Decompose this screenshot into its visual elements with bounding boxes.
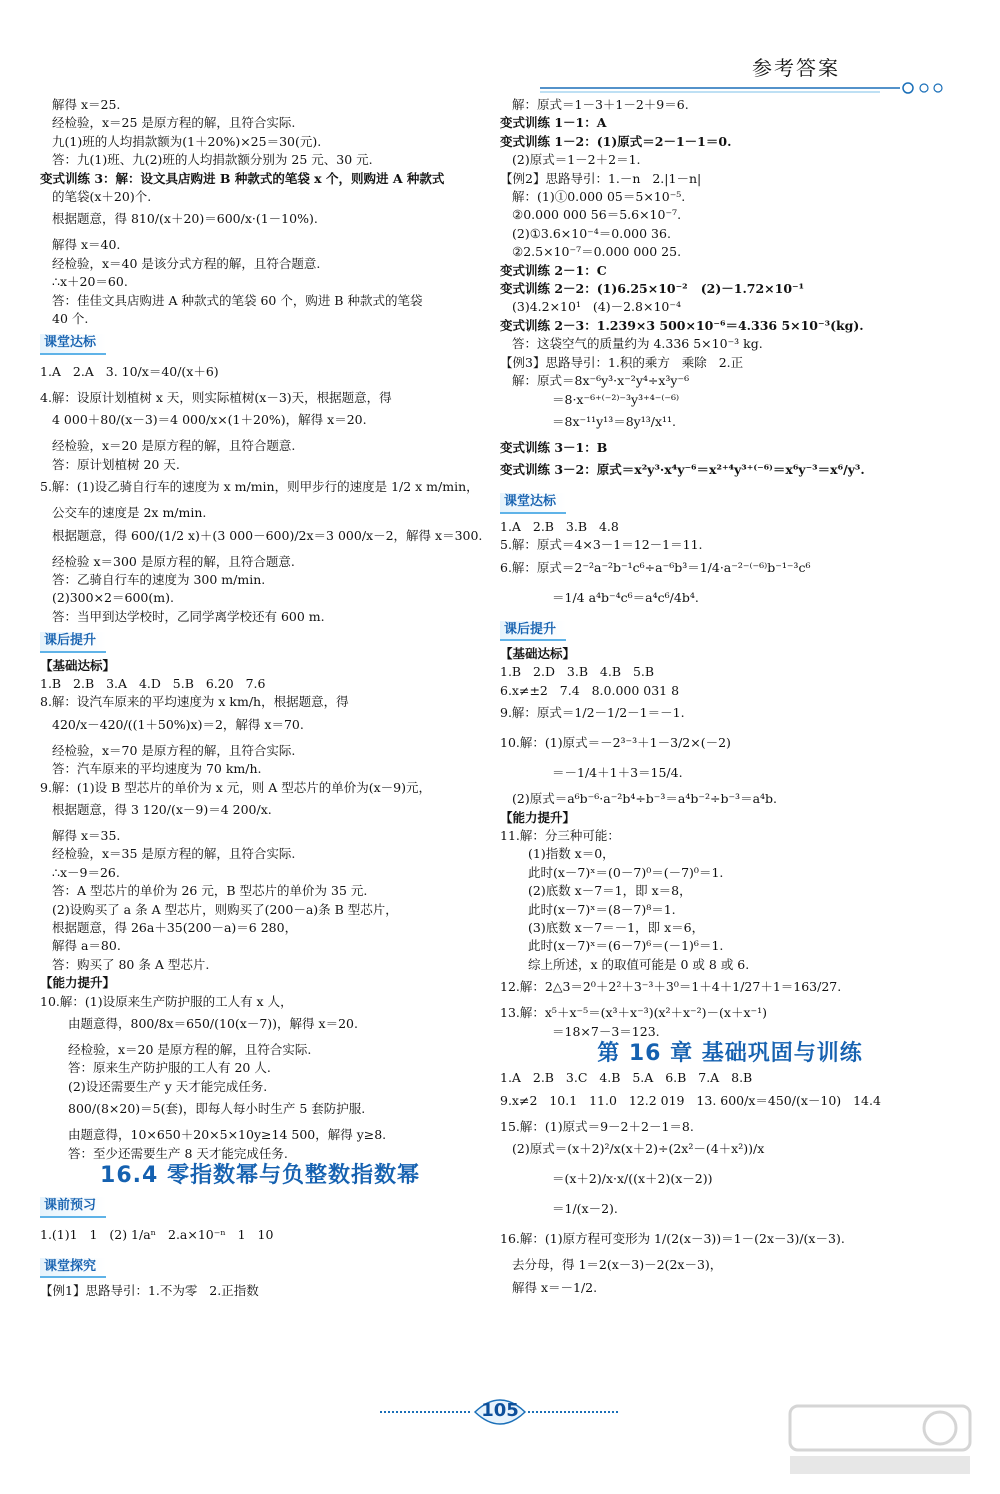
answer-line: (2)原式＝1－2＋2＝1.	[512, 152, 641, 168]
answer-line: ＝(x＋2)/x·x/((x＋2)(x－2))	[552, 1171, 713, 1187]
answer-line: 变式训练 1－1：A	[500, 115, 607, 131]
answer-line: 变式训练 2－1：C	[500, 262, 607, 278]
answer-line: ＝8x⁻¹¹y¹³＝8y¹³/x¹¹.	[552, 413, 676, 429]
answer-line: 解得 a＝80.	[52, 938, 121, 954]
answer-line: 答：A 型芯片的单价为 26 元，B 型芯片的单价为 35 元.	[52, 883, 368, 899]
answer-line: (2)原式＝a⁶b⁻⁶·a⁻²b⁴÷b⁻³＝a⁴b⁻²÷b⁻³＝a⁴b.	[512, 791, 778, 807]
answer-line: (2)设还需要生产 y 天才能完成任务.	[68, 1078, 268, 1094]
chapter-title: 第 16 章 基础巩固与训练	[597, 1041, 863, 1067]
answer-line: 经检验，x＝35 是原方程的解，且符合实际.	[52, 846, 296, 862]
answer-line: 10.解：(1)设原来生产防护服的工人有 x 人，	[40, 993, 293, 1009]
answer-line: 答：佳佳文具店购进 A 种款式的笔袋 60 个，购进 B 种款式的笔袋	[52, 292, 423, 308]
answer-line: (1)指数 x＝0，	[528, 846, 615, 862]
section-tag: 课后提升	[500, 621, 566, 641]
answer-line: 经检验 x＝300 是原方程的解，且符合题意.	[52, 553, 295, 569]
answer-line: 变式训练 2－2：(1)6.25×10⁻² (2)－1.72×10⁻¹	[500, 281, 805, 297]
answer-line: 此时(x－7)ˣ＝(0－7)⁰＝(－7)⁰＝1.	[528, 864, 724, 880]
answer-line: 解得 x＝40.	[52, 237, 121, 253]
answer-line: 答：这袋空气的质量约为 4.336 5×10⁻³ kg.	[512, 336, 763, 352]
answer-line: 1.(1)1 1 (2) 1/aⁿ 2.a×10⁻ⁿ 1 10	[40, 1226, 274, 1242]
right-column	[500, 96, 960, 1305]
answer-line: 1.B 2.B 3.A 4.D 5.B 6.20 7.6	[40, 675, 266, 691]
answer-line: 6.x≠±2 7.4 8.0.000 031 8	[500, 682, 680, 698]
answer-line: 10.解：(1)原式＝－2³⁻³＋1－3/2×(－2)	[500, 735, 731, 751]
section-tag: 课后提升	[40, 632, 106, 652]
answer-line: 4.解：设原计划植树 x 天，则实际植树(x－3)天，根据题意，得	[40, 389, 392, 405]
answer-line: ∴x＋20＝60.	[52, 274, 128, 290]
answer-line: 经检验，x＝20 是原方程的解，且符合题意.	[52, 438, 296, 454]
section-title-16-4: 16.4 零指数幂与负整数指数幂	[100, 1163, 420, 1189]
answer-line: 6.解：原式＝2⁻²a⁻²b⁻¹c⁶÷a⁻⁶b³＝1/4·a⁻²⁻⁽⁻⁶⁾b⁻¹⁻³c⁶	[500, 559, 811, 575]
answer-line: 解得 x＝25.	[52, 97, 121, 112]
answer-line: 经检验，x＝20 是原方程的解，且符合实际.	[68, 1042, 312, 1058]
header-title: 参考答案	[752, 56, 840, 80]
answer-line: (3)4.2×10¹ (4)－2.8×10⁻⁴	[512, 299, 681, 315]
answer-line: 5.解：(1)设乙骑自行车的速度为 x m/min，则甲步行的速度是 1/2 x m/min，	[40, 479, 479, 495]
answer-line: 经检验，x＝40 是该分式方程的解，且符合题意.	[52, 255, 321, 271]
answer-line: 8.解：设汽车原来的平均速度为 x km/h，根据题意，得	[40, 694, 349, 710]
answer-line: 解：(1)①0.000 05＝5×10⁻⁵.	[512, 189, 686, 205]
page-number-badge	[380, 1392, 620, 1432]
answer-line: 综上所述，x 的取值可能是 0 或 8 或 6.	[528, 956, 750, 972]
answer-line: 9.解：原式＝1/2－1/2－1＝－1.	[500, 705, 685, 721]
answer-line: 16.解：(1)原方程可变形为 1/(2(x－3))＝1－(2x－3)/(x－3).	[500, 1231, 845, 1247]
answer-line: (2)原式＝(x＋2)²/x(x＋2)÷(2x²－(4＋x²))/x	[512, 1141, 765, 1157]
answer-line: ②2.5×10⁻⁷＝0.000 000 25.	[512, 244, 682, 260]
left-answer-lines	[40, 96, 483, 1163]
answer-line: 【基础达标】	[40, 657, 116, 673]
answer-line: 【能力提升】	[500, 809, 576, 825]
answer-line: 根据题意，得 3 120/(x－9)＝4 200/x.	[52, 801, 272, 817]
left-column	[40, 96, 483, 1301]
answer-line: 【能力提升】	[40, 975, 116, 991]
answer-line: 变式训练 3－2：原式＝x²y³·x⁴y⁻⁶＝x²⁺⁴y³⁺⁽⁻⁶⁾＝x⁶y⁻³＝x⁶/y³.	[500, 462, 865, 478]
right-bottom-lines	[500, 1069, 960, 1304]
section-tag: 课堂达标	[500, 493, 566, 513]
answer-line: (2)底数 x－7＝1，即 x＝8，	[528, 883, 692, 899]
answer-line: ＝8·x⁻⁶⁺⁽⁻²⁾⁻³y³⁺⁴⁻⁽⁻⁶⁾	[552, 391, 680, 407]
answer-line: 12.解：2△3＝2⁰＋2²＋3⁻³＋3⁰＝1＋4＋1/27＋1＝163/27.	[500, 979, 842, 995]
answer-line: 变式训练 3－1：B	[500, 439, 608, 455]
answer-line: 此时(x－7)ˣ＝(6－7)⁶＝(－1)⁶＝1.	[528, 938, 724, 954]
answer-line: 解得 x＝35.	[52, 827, 121, 843]
answer-line: 经检验，x＝25 是原方程的解，且符合实际.	[52, 115, 296, 131]
answer-line: 11.解：分三种可能：	[500, 827, 620, 843]
answer-line: ∴x－9＝26.	[52, 864, 120, 880]
answer-line: (2)①3.6×10⁻⁴＝0.000 36.	[512, 225, 671, 241]
answer-line: ＝－1/4＋1＋3＝15/4.	[552, 765, 683, 781]
answer-line: 九(1)班的人均捐款额为(1＋20%)×25＝30(元).	[52, 133, 322, 149]
answer-line: 5.解：原式＝4×3－1＝12－1＝11.	[500, 537, 703, 553]
answer-line: 40 个.	[52, 311, 89, 327]
answer-line: 解得 x＝－1/2.	[512, 1279, 598, 1295]
answer-line: (3)底数 x－7＝－1，即 x＝6，	[528, 920, 705, 935]
answer-line: 此时(x－7)ˣ＝(8－7)⁸＝1.	[528, 901, 676, 917]
answer-line: 答：九(1)班、九(2)班的人均捐款额分别为 25 元、30 元.	[52, 152, 373, 168]
answer-line: (2)设购买了 a 条 A 型芯片，则购买了(200－a)条 B 型芯片，	[52, 901, 398, 917]
answer-line: 800/(8×20)＝5(套)，即每人每小时生产 5 套防护服.	[68, 1101, 366, 1117]
answer-line: 答：汽车原来的平均速度为 70 km/h.	[52, 761, 262, 777]
answer-line: 【例2】思路导引：1.－n 2.|1－n|	[500, 170, 702, 186]
answer-line: 根据题意，得 810/(x＋20)＝600/x·(1－10%).	[52, 211, 318, 227]
answer-line: 变式训练 1－2：(1)原式＝2－1－1＝0.	[500, 133, 732, 149]
answer-line: 【例3】思路导引：1.积的乘方 乘除 2.正	[500, 354, 744, 370]
answer-line: 经检验，x＝70 是原方程的解，且符合实际.	[52, 742, 296, 758]
answer-line: 420/x－420/((1＋50%)x)＝2，解得 x＝70.	[52, 716, 304, 732]
answer-line: 由题意得，800/8x＝650/(10(x－7))，解得 x＝20.	[68, 1016, 358, 1032]
answer-line: 答：乙骑自行车的速度为 300 m/min.	[52, 571, 266, 587]
page-number: 105	[481, 1400, 519, 1421]
answer-line: 根据题意，得 600/(1/2 x)＋(3 000－600)/2x＝3 000/x－2，解得 x＝300.	[52, 527, 483, 543]
answer-line: 答：原来生产防护服的工人有 20 人.	[68, 1060, 271, 1076]
answer-line: 根据题意，得 26a＋35(200－a)＝6 280，	[52, 920, 298, 935]
section-tag: 课堂探究	[40, 1258, 106, 1278]
answer-line: ②0.000 000 56＝5.6×10⁻⁷.	[512, 207, 682, 223]
section-tag: 课前预习	[40, 1197, 106, 1217]
answer-line: 解：原式＝1－3＋1－2＋9＝6.	[512, 97, 689, 112]
answer-line: 变式训练 2－3：1.239×3 500×10⁻⁶＝4.336 5×10⁻³(kg).	[500, 317, 864, 333]
answer-line: 1.A 2.B 3.B 4.8	[500, 518, 619, 534]
left-bottom-lines	[40, 1191, 480, 1300]
answer-line: 由题意得，10×650＋20×5×10y≥14 500，解得 y≥8.	[68, 1127, 387, 1143]
answer-line: 1.B 2.D 3.B 4.B 5.B	[500, 664, 655, 680]
answer-line: 【基础达标】	[500, 645, 576, 661]
answer-line: (2)300×2＝600(m).	[52, 590, 174, 606]
section-tag: 课堂达标	[40, 334, 106, 354]
answer-line: 的笔袋(x＋20)个.	[52, 189, 152, 205]
answer-line: 变式训练 3：解：设文具店购进 B 种款式的笔袋 x 个，则购进 A 种款式	[40, 170, 445, 186]
answer-line: 解：原式＝8x⁻⁶y³·x⁻²y⁴÷x³y⁻⁶	[512, 373, 690, 389]
answer-line: 答：购买了 80 条 A 型芯片.	[52, 956, 210, 972]
answer-line: 答：原计划植树 20 天.	[52, 456, 180, 472]
right-answer-lines	[500, 96, 960, 1041]
answer-line: 13.解：x⁵＋x⁻⁵＝(x³＋x⁻³)(x²＋x⁻²)－(x＋x⁻¹)	[500, 1005, 768, 1021]
answer-line: 公交车的速度是 2x m/min.	[52, 505, 207, 521]
answer-line: ＝1/(x－2).	[552, 1201, 618, 1217]
answer-line: 去分母，得 1＝2(x－3)－2(2x－3)，	[512, 1257, 723, 1273]
answer-line: 1.A 2.B 3.C 4.B 5.A 6.B 7.A 8.B	[500, 1070, 753, 1086]
answer-line: 9.解：(1)设 B 型芯片的单价为 x 元，则 A 型芯片的单价为(x－9)元，	[40, 779, 431, 795]
answer-line: ＝1/4 a⁴b⁻⁴c⁶＝a⁴c⁶/4b⁴.	[552, 589, 699, 605]
answer-line: 15.解：(1)原式＝9－2＋2－1＝8.	[500, 1118, 694, 1134]
answer-line: 【例1】思路导引：1.不为零 2.正指数	[40, 1283, 259, 1299]
answer-line: 1.A 2.A 3. 10/x＝40/(x＋6)	[40, 363, 219, 379]
answer-line: 答：当甲到达学校时，乙同学离学校还有 600 m.	[52, 608, 325, 624]
answer-line: 答：至少还需要生产 8 天才能完成任务.	[68, 1145, 288, 1161]
answer-line: 4 000＋80/(x－3)＝4 000/x×(1＋20%)，解得 x＝20.	[52, 412, 367, 428]
answer-line: ＝18×7－3＝123.	[552, 1023, 660, 1039]
watermark-logo	[780, 1400, 980, 1480]
answer-line: 9.x≠2 10.1 11.0 12.2 019 13. 600/x＝450/(x－10) 14.4	[500, 1092, 881, 1108]
